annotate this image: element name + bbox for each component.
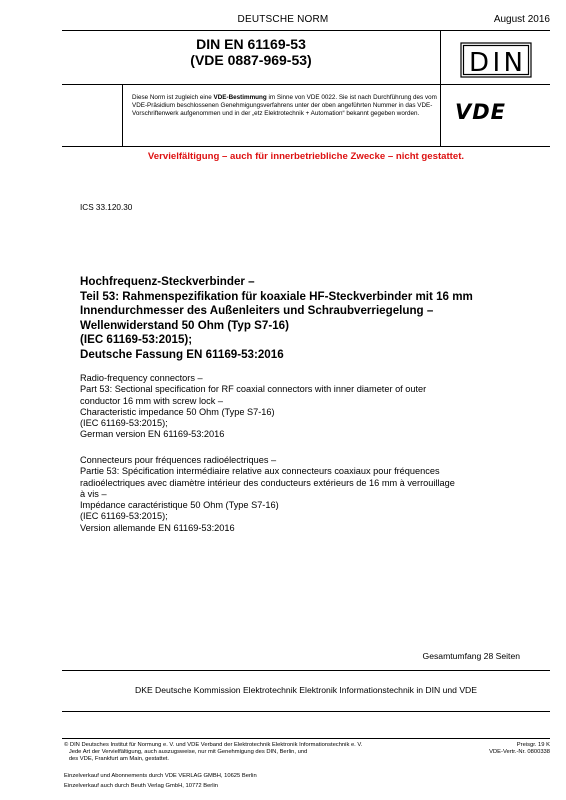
title-line: Deutsche Fassung EN 61169-53:2016 [80,347,284,361]
title-line: conductor 16 mm with screw lock – [80,395,223,406]
din-logo-text: DIN [469,48,523,78]
vde-regulation-note: Diese Norm ist zugleich eine VDE-Bestimmung im Sinne von VDE 0022. Sie ist nach Durchführung des vom VDE-Präsidium beschlossenen Genehmigungsverfahrens unter der oben angeführten Nummer in das VDE-Vorschriftenwerk aufgenommen und in der „etz Elektrotechnik + Automation“ bekannt gegeben worden. [132,94,437,118]
divider [62,670,550,671]
divider [62,738,550,739]
total-pages: Gesamtumfang 28 Seiten [422,651,520,661]
copyright-line: Jede Art der Vervielfältigung, auch auszugsweise, nur mit Genehmigung des DIN, Berlin, und [64,749,308,756]
title-line: Characteristic impedance 50 Ohm (Type S7-16) [80,406,275,417]
din-logo [460,42,532,83]
document-number-din: DIN EN 61169-53 [196,36,306,52]
publication-date: August 2016 [493,14,550,25]
divider [62,146,550,147]
vde-order-number: VDE-Vertr.-Nr. 0800338 [489,749,550,756]
title-line: à vis – [80,488,107,499]
title-line: Radio-frequency connectors – [80,373,203,383]
divider [62,30,550,31]
divider [440,30,441,146]
divider [122,84,123,146]
ics-code: ICS 33.120.30 [80,203,133,212]
title-line: Hochfrequenz-Steckverbinder – [80,275,255,288]
title-line: Connecteurs pour fréquences radioélectriques – [80,455,277,465]
divider [62,84,550,85]
price-group: Preisgr. 19 K [516,742,550,748]
title-line: Innendurchmesser des Außenleiters und Schraubverriegelung – [80,304,434,318]
title-french [80,455,520,534]
title-line: Impédance caractéristique 50 Ohm (Type S7-16) [80,500,279,511]
title-line: radioélectriques avec diamètre intérieur des conducteurs extérieurs de 16 mm à verrouillage [80,477,455,488]
copyright-line: des VDE, Frankfurt am Main, gestattet. [64,756,170,763]
copyright-line: © DIN Deutsches Institut für Normung e. V. und VDE Verband der Elektrotechnik Elektronik Informationstechnik e. V. [64,742,363,748]
price-info [489,742,550,756]
title-line: Wellenwiderstand 50 Ohm (Typ S7-16) [80,318,289,332]
title-line: Partie 53: Spécification intermédiaire relative aux connecteurs coaxiaux pour fréquences [80,466,440,477]
title-line: Teil 53: Rahmenspezifikation für koaxiale HF-Steckverbinder mit 16 mm [80,289,473,303]
title-line: German version EN 61169-53:2016 [80,429,225,440]
sales-line: Einzelverkauf auch durch Beuth Verlag GmbH, 10772 Berlin [64,782,219,789]
sales-line: Einzelverkauf und Abonnements durch VDE VERLAG GMBH, 10625 Berlin [64,773,257,779]
title-line: Part 53: Sectional specification for RF coaxial connectors with inner diameter of outer [80,384,427,395]
title-german [80,275,520,363]
committee-name: DKE Deutsche Kommission Elektrotechnik Elektronik Informationstechnik in DIN und VDE [135,685,477,695]
vde-logo: VDE [455,100,507,124]
document-number [62,36,440,68]
standard-type-label: DEUTSCHE NORM [237,14,329,25]
title-line: (IEC 61169-53:2015); [80,333,193,347]
sales-info [64,772,257,791]
din-logo-icon [460,42,532,78]
divider [62,711,550,712]
title-line: (IEC 61169-53:2015); [80,418,168,429]
reproduction-notice: Vervielfältigung – auch für innerbetriebliche Zwecke – nicht gestattet. [147,151,465,162]
document-number-vde: (VDE 0887-969-53) [190,52,312,68]
title-line: (IEC 61169-53:2015); [80,511,168,522]
title-english [80,373,520,441]
copyright-notice [64,742,444,764]
title-line: Version allemande EN 61169-53:2016 [80,522,235,533]
